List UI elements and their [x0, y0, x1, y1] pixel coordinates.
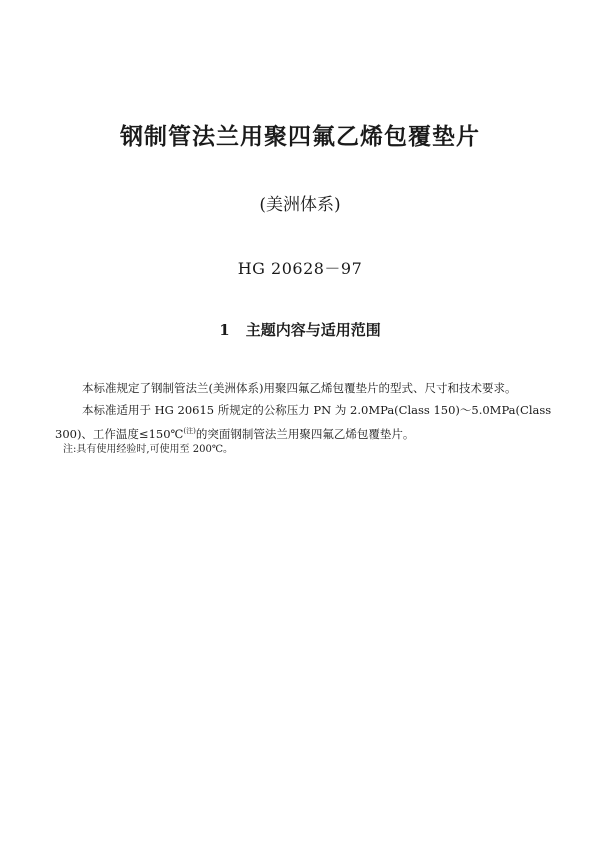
document-subtitle: (美洲体系) [259, 195, 341, 215]
paragraph-scope: 本标准规定了钢制管法兰(美洲体系)用聚四氟乙烯包覆垫片的型式、尺寸和技术要求。 [82, 381, 517, 395]
paragraph-application-line-1: 本标准适用于 HG 20615 所规定的公称压力 PN 为 2.0MPa(Class 150)～5.0MPa(Class [82, 403, 552, 417]
footnote: 注:具有使用经验时,可使用至 200℃。 [63, 444, 233, 455]
standard-code: HG 20628－97 [237, 259, 363, 278]
paragraph-application-line-2-a: 300)、工作温度≤150℃ [55, 426, 184, 441]
paragraph-application-line-2-b: 的突面钢制管法兰用聚四氟乙烯包覆垫片。 [195, 426, 415, 441]
paragraph-application [57, 400, 582, 445]
document-title: 钢制管法兰用聚四氟乙烯包覆垫片 [120, 124, 480, 150]
section-number: 1 [219, 321, 230, 339]
section-heading [0, 319, 600, 340]
section-title: 主题内容与适用范围 [245, 321, 381, 339]
note-reference: (注) [183, 427, 196, 435]
